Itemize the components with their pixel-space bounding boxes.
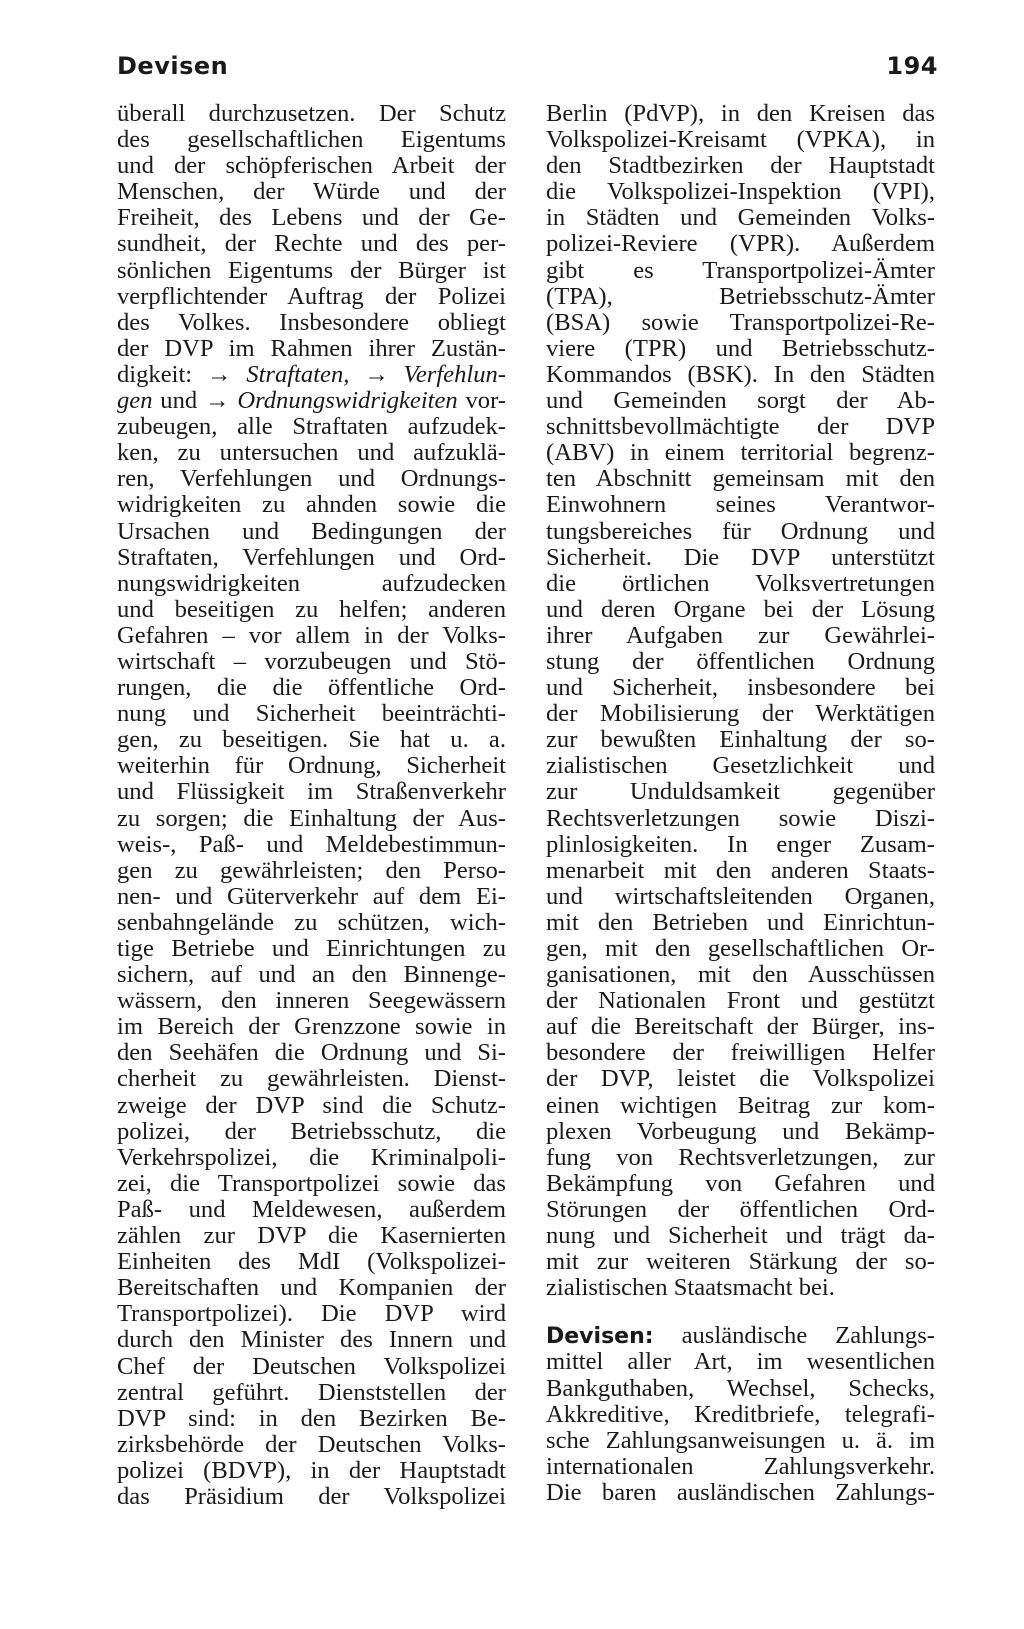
text-line: nungswidrigkeiten aufzudecken	[117, 570, 506, 597]
text-line: verpflichtender Auftrag der Polizei	[117, 283, 506, 310]
text-line: und Gemeinden sorgt der Ab-	[546, 388, 935, 415]
text-line: sundheit, der Rechte und des per-	[117, 231, 506, 258]
text-line: tungsbereiches für Ordnung und	[546, 518, 935, 545]
text-fragment: digkeit: →	[117, 361, 247, 388]
text-line: Bekämpfung von Gefahren und	[546, 1170, 935, 1197]
text-line: mittel aller Art, im wesentlichen	[546, 1349, 935, 1376]
text-line: (BSA) sowie Transportpolizei-Re-	[546, 309, 935, 336]
text-line: wirtschaft – vorzubeugen und Stö-	[117, 648, 506, 675]
right-column	[546, 101, 935, 1506]
text-line: zirksbehörde der Deutschen Volks-	[117, 1431, 506, 1458]
text-line: Gefahren – vor allem in der Volks-	[117, 622, 506, 649]
text-line: Störungen der öffentlichen Ord-	[546, 1196, 935, 1223]
text-line: nung und Sicherheit beeinträchti-	[117, 701, 506, 728]
text-line: Volkspolizei-Kreisamt (VPKA), in	[546, 127, 935, 154]
text-line: cherheit zu gewährleisten. Dienst-	[117, 1066, 506, 1093]
text-line: zweige der DVP sind die Schutz-	[117, 1092, 506, 1119]
page-number: 194	[886, 52, 938, 80]
text-line: stung der öffentlichen Ordnung	[546, 648, 935, 675]
text-line-crossref	[117, 362, 506, 388]
text-line: Einwohnern seines Verantwor-	[546, 492, 935, 519]
text-fragment: ausländische Zahlungs-	[653, 1323, 935, 1350]
page-header	[117, 52, 938, 88]
devisen-entry-first-line	[546, 1323, 935, 1349]
left-column	[117, 101, 506, 1510]
text-line: ten Abschnitt gemeinsam mit den	[546, 466, 935, 493]
text-fragment: und →	[152, 388, 238, 415]
entry-separator	[546, 1301, 935, 1323]
text-line: die örtlichen Volksvertretungen	[546, 570, 935, 597]
text-line: ren, Verfehlungen und Ordnungs-	[117, 466, 506, 493]
text-line: des Volkes. Insbesondere obliegt	[117, 309, 506, 336]
text-line: und deren Organe bei der Lösung	[546, 596, 935, 623]
text-line: zubeugen, alle Straftaten aufzudek-	[117, 414, 506, 441]
text-line: Chef der Deutschen Volkspolizei	[117, 1353, 506, 1380]
text-line: Verkehrspolizei, die Kriminalpoli-	[117, 1144, 506, 1171]
text-line: zu sorgen; die Einhaltung der Aus-	[117, 805, 506, 832]
text-line: den Seehäfen die Ordnung und Si-	[117, 1040, 506, 1067]
text-line: zialistischen Staatsmacht bei.	[546, 1275, 835, 1302]
text-line: und Sicherheit, insbesondere bei	[546, 675, 935, 702]
text-line: in Städten und Gemeinden Volks-	[546, 205, 935, 232]
text-line: und wirtschaftsleitenden Organen,	[546, 883, 935, 910]
text-line: widrigkeiten zu ahnden sowie die	[117, 492, 506, 519]
text-line: internationalen Zahlungsverkehr.	[546, 1453, 935, 1480]
text-line: ken, zu untersuchen und aufzuklä-	[117, 440, 506, 467]
running-head: Devisen	[117, 52, 229, 80]
text-line: ihrer Aufgaben zur Gewährlei-	[546, 622, 935, 649]
text-line: Rechtsverletzungen sowie Diszi-	[546, 805, 935, 832]
text-line: sichern, auf und an den Binnenge-	[117, 962, 506, 989]
text-line: Bankguthaben, Wechsel, Schecks,	[546, 1375, 935, 1402]
text-line: und der schöpferischen Arbeit der	[117, 153, 506, 180]
text-line: der DVP im Rahmen ihrer Zustän-	[117, 335, 506, 362]
text-line-crossref	[117, 388, 506, 414]
text-line: und Flüssigkeit im Straßenverkehr	[117, 779, 506, 806]
text-line: ganisationen, mit den Ausschüssen	[546, 962, 935, 989]
text-line: plinlosigkeiten. In enger Zusam-	[546, 831, 935, 858]
text-line: zentral geführt. Dienststellen der	[117, 1379, 506, 1406]
text-line: einen wichtigen Beitrag zur kom-	[546, 1092, 935, 1119]
crossref-ordnungswidrigkeiten[interactable]: Ordnungswidrigkeiten	[237, 388, 458, 415]
crossref-straftaten[interactable]: Straftaten,	[246, 361, 350, 388]
text-line: mit zur weiteren Stärkung der so-	[546, 1249, 935, 1276]
text-line: polizei-Reviere (VPR). Außerdem	[546, 231, 935, 258]
text-line: menarbeit mit den anderen Staats-	[546, 857, 935, 884]
text-line: Straftaten, Verfehlungen und Ord-	[117, 544, 506, 571]
text-fragment: →	[349, 361, 404, 388]
text-line: und beseitigen zu helfen; anderen	[117, 596, 506, 623]
text-line: die Volkspolizei-Inspektion (VPI),	[546, 179, 935, 206]
text-line: Menschen, der Würde und der	[117, 179, 506, 206]
text-line: nen- und Güterverkehr auf dem Ei-	[117, 883, 506, 910]
text-line: Einheiten des MdI (Volkspolizei-	[117, 1249, 506, 1276]
crossref-verfehlungen[interactable]: Verfehlun-	[403, 361, 506, 388]
text-line: (TPA), Betriebsschutz-Ämter	[546, 283, 935, 310]
text-line: zei, die Transportpolizei sowie das	[117, 1170, 506, 1197]
text-line: Berlin (PdVP), in den Kreisen das	[546, 101, 935, 127]
text-line: gen, mit den gesellschaftlichen Or-	[546, 936, 935, 962]
text-fragment: vor-	[457, 388, 506, 415]
text-line: zur bewußten Einhaltung der so-	[546, 727, 935, 754]
text-line: Bereitschaften und Kompanien der	[117, 1275, 506, 1302]
text-line: durch den Minister des Innern und	[117, 1327, 506, 1354]
text-line: das Präsidium der Volkspolizei	[117, 1483, 506, 1510]
text-line: besondere der freiwilligen Helfer	[546, 1040, 935, 1067]
text-line: Freiheit, des Lebens und der Ge-	[117, 205, 506, 232]
text-line: überall durchzusetzen. Der Schutz	[117, 101, 506, 127]
text-line: zählen zur DVP die Kasernierten	[117, 1223, 506, 1250]
text-line: schnittsbevollmächtigte der DVP	[546, 414, 935, 441]
crossref-verfehlungen-cont[interactable]: gen	[117, 388, 153, 415]
text-line: der Mobilisierung der Werktätigen	[546, 701, 935, 728]
text-line: senbahngelände zu schützen, wich-	[117, 909, 506, 936]
text-line: Die baren ausländischen Zahlungs-	[546, 1479, 935, 1506]
text-line: viere (TPR) und Betriebsschutz-	[546, 335, 935, 362]
text-line: des gesellschaftlichen Eigentums	[117, 127, 506, 154]
text-line: (ABV) in einem territorial begrenz-	[546, 440, 935, 467]
text-line: sche Zahlungsanweisungen u. ä. im	[546, 1427, 935, 1454]
text-line: weis-, Paß- und Meldebestimmun-	[117, 831, 506, 858]
text-line: rungen, die die öffentliche Ord-	[117, 675, 506, 702]
text-line: polizei, der Betriebsschutz, die	[117, 1118, 506, 1145]
text-line: auf die Bereitschaft der Bürger, ins-	[546, 1014, 935, 1041]
text-line: mit den Betrieben und Einrichtun-	[546, 909, 935, 936]
text-line: gibt es Transportpolizei-Ämter	[546, 257, 935, 284]
text-line: Akkreditive, Kreditbriefe, telegrafi-	[546, 1401, 935, 1428]
text-line: gen zu gewährleisten; den Perso-	[117, 857, 506, 884]
text-line: polizei (BDVP), in der Hauptstadt	[117, 1457, 506, 1484]
text-line: wässern, den inneren Seegewässern	[117, 988, 506, 1015]
text-line: tige Betriebe und Einrichtungen zu	[117, 936, 506, 962]
text-line: Kommandos (BSK). In den Städten	[546, 361, 935, 388]
text-line: weiterhin für Ordnung, Sicherheit	[117, 753, 506, 780]
text-line: DVP sind: in den Bezirken Be-	[117, 1405, 506, 1432]
text-line: Ursachen und Bedingungen der	[117, 518, 506, 545]
text-line: sönlichen Eigentums der Bürger ist	[117, 257, 506, 284]
text-line: der Nationalen Front und gestützt	[546, 988, 935, 1015]
text-line: im Bereich der Grenzzone sowie in	[117, 1014, 506, 1041]
text-line: Paß- und Meldewesen, außerdem	[117, 1196, 506, 1223]
text-line: Sicherheit. Die DVP unterstützt	[546, 544, 935, 571]
text-line: zur Unduldsamkeit gegenüber	[546, 779, 935, 806]
text-line: fung von Rechtsverletzungen, zur	[546, 1144, 935, 1171]
text-line: nung und Sicherheit und trägt da-	[546, 1223, 935, 1250]
entry-keyword: Devisen:	[546, 1324, 654, 1350]
text-line: plexen Vorbeugung und Bekämp-	[546, 1118, 935, 1145]
text-line: Transportpolizei). Die DVP wird	[117, 1301, 506, 1328]
text-line: gen, zu beseitigen. Sie hat u. a.	[117, 727, 506, 754]
text-line: der DVP, leistet die Volkspolizei	[546, 1066, 935, 1093]
text-line: den Stadtbezirken der Hauptstadt	[546, 153, 935, 180]
text-line: zialistischen Gesetzlichkeit und	[546, 753, 935, 780]
